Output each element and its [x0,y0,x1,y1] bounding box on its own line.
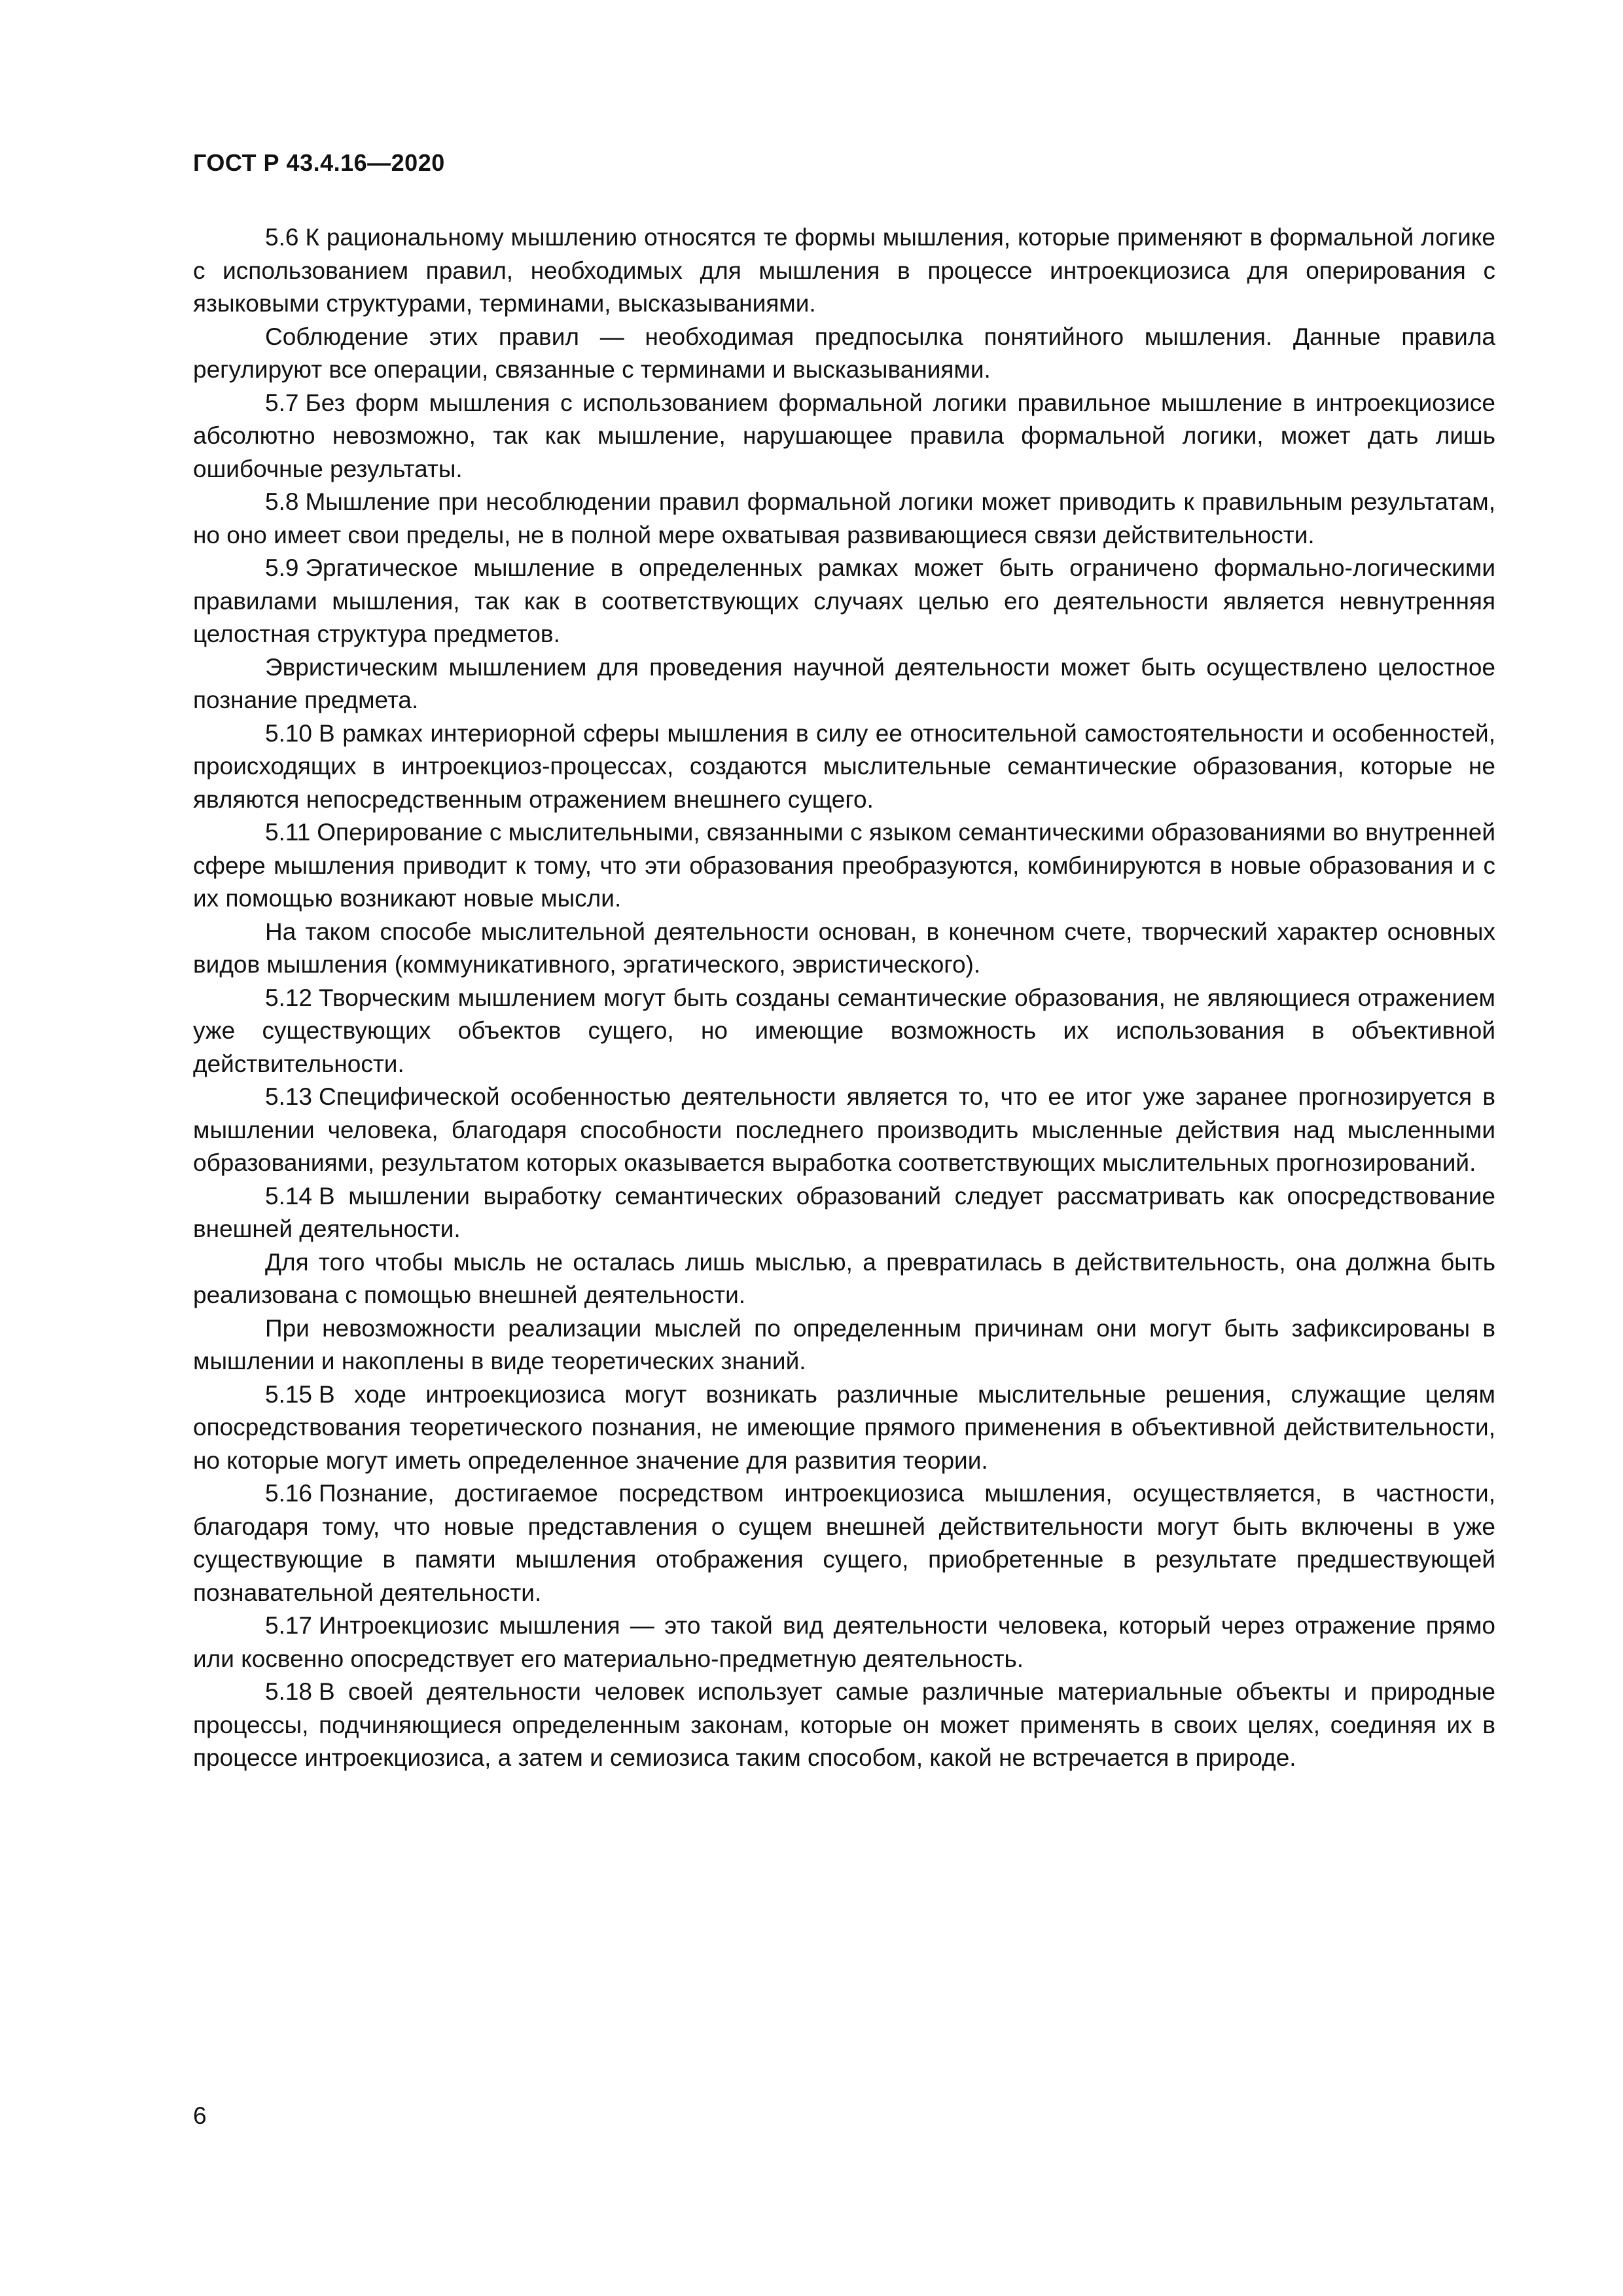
paragraph-text: В своей деятельности человек использует самые различные материальные объекты и природные процессы, подчиняющиеся определенным законам, которые он может применять в своих целях, соединяя их в процессе интроекциозиса, а затем и семиозиса таким способом, какой не встречается в природе. [193,1678,1495,1771]
paragraph-number: 5.17 [265,1612,313,1639]
paragraph-text: Соблюдение этих правил — необходимая предпосылка понятийного мышления. Данные правила регулируют все операции, связанные с терминами и высказываниями. [193,323,1495,383]
paragraph-5-12 [193,982,1495,1081]
paragraph-number: 5.7 [265,389,299,416]
paragraph-number: 5.14 [265,1182,313,1210]
paragraph-5-15 [193,1378,1495,1478]
paragraph-5-16 [193,1477,1495,1609]
page-number: 6 [193,2102,207,2129]
paragraph-number: 5.10 [265,719,313,747]
paragraph-text: Специфической особенностью деятельности является то, что ее итог уже заранее прогнозируется в мышлении человека, благодаря способности последнего производить мысленные действия над мысленными образованиями, результатом которых оказывается выработка соответствующих мыслительных прогнозирований. [193,1083,1495,1176]
paragraph-number: 5.11 [265,819,311,846]
paragraph-5-9 [193,552,1495,651]
paragraph-number: 5.6 [265,224,299,251]
paragraph-number: 5.8 [265,488,299,515]
paragraph-5-6-cont [193,321,1495,387]
paragraph-text: Оперирование с мыслительными, связанными с языком семантическими образованиями во внутренней сфере мышления приводит к тому, что эти образования преобразуются, комбинируются в новые образования и с их помощью возникают новые мысли. [193,819,1495,912]
standard-code-header: ГОСТ Р 43.4.16—2020 [193,149,445,176]
paragraph-text: Творческим мышлением могут быть созданы семантические образования, не являющиеся отражением уже существующих объектов сущего, но имеющие возможность их использования в объективной действительности. [193,984,1495,1077]
paragraph-5-14-cont-1 [193,1246,1495,1312]
paragraph-5-14-cont-2 [193,1312,1495,1378]
paragraph-number: 5.16 [265,1480,313,1507]
paragraph-text: К рациональному мышлению относятся те формы мышления, которые применяют в формальной логике с использованием правил, необходимых для мышления в процессе интроекциозиса для оперирования с языковыми структурами, терминами, высказываниями. [193,224,1495,317]
paragraph-5-11 [193,816,1495,916]
paragraph-number: 5.12 [265,984,313,1011]
paragraph-text: Интроекциозис мышления — это такой вид деятельности человека, который через отражение прямо или косвенно опосредствует его материально-предметную деятельность. [193,1612,1495,1672]
paragraph-5-7 [193,387,1495,486]
paragraph-text: Мышление при несоблюдении правил формальной логики может приводить к правильным результатам, но оно имеет свои пределы, не в полной мере охватывая развивающиеся связи действительности. [193,488,1495,548]
paragraph-number: 5.18 [265,1678,313,1705]
paragraph-text: В мышлении выработку семантических образований следует рассматривать как опосредствование внешней деятельности. [193,1182,1495,1242]
paragraph-text: В рамках интериорной сферы мышления в силу ее относительной самостоятельности и особенностей, происходящих в интроекциоз-процессах, создаются мыслительные семантические образования, которые не являются непосредственным отражением внешнего сущего. [193,719,1495,813]
paragraph-text: Для того чтобы мысль не осталась лишь мыслью, а превратилась в действительность, она должна быть реализована с помощью внешней деятельности. [193,1248,1495,1308]
paragraph-number: 5.13 [265,1083,313,1110]
paragraph-text: Без форм мышления с использованием формальной логики правильное мышление в интроекциозисе абсолютно невозможно, так как мышление, нарушающее правила формальной логики, может дать лишь ошибочные результаты. [193,389,1495,482]
paragraph-5-13 [193,1081,1495,1180]
paragraph-5-6 [193,221,1495,321]
paragraph-text: При невозможности реализации мыслей по определенным причинам они могут быть зафиксированы в мышлении и накоплены в виде теоретических знаний. [193,1314,1495,1374]
paragraph-text: На таком способе мыслительной деятельности основан, в конечном счете, творческий характер основных видов мышления (коммуникативного, эргатического, эвристического). [193,918,1495,978]
paragraph-number: 5.15 [265,1380,313,1408]
paragraph-5-10 [193,717,1495,817]
paragraph-number: 5.9 [265,554,299,581]
paragraph-text: В ходе интроекциозиса могут возникать различные мыслительные решения, служащие целям опосредствования теоретического познания, не имеющие прямого применения в объективной действительности, но которые могут иметь определенное значение для развития теории. [193,1380,1495,1474]
paragraph-5-18 [193,1676,1495,1775]
paragraph-text: Эвристическим мышлением для проведения научной деятельности может быть осуществлено целостное познание предмета. [193,653,1495,713]
paragraph-text: Эргатическое мышление в определенных рамках может быть ограничено формально-логическими правилами мышления, так как в соответствующих случаях целью его деятельности является невнутренняя целостная структура предметов. [193,554,1495,647]
document-body [193,221,1495,1775]
paragraph-5-14 [193,1180,1495,1246]
paragraph-5-11-cont [193,916,1495,982]
paragraph-5-17 [193,1609,1495,1676]
paragraph-text: Познание, достигаемое посредством интроекциозиса мышления, осуществляется, в частности, благодаря тому, что новые представления о сущем внешней действительности могут быть включены в уже существующие в памяти мышления отображения сущего, приобретенные в результате предшествующей познавательной деятельности. [193,1480,1495,1606]
paragraph-5-9-cont [193,651,1495,717]
paragraph-5-8 [193,486,1495,552]
